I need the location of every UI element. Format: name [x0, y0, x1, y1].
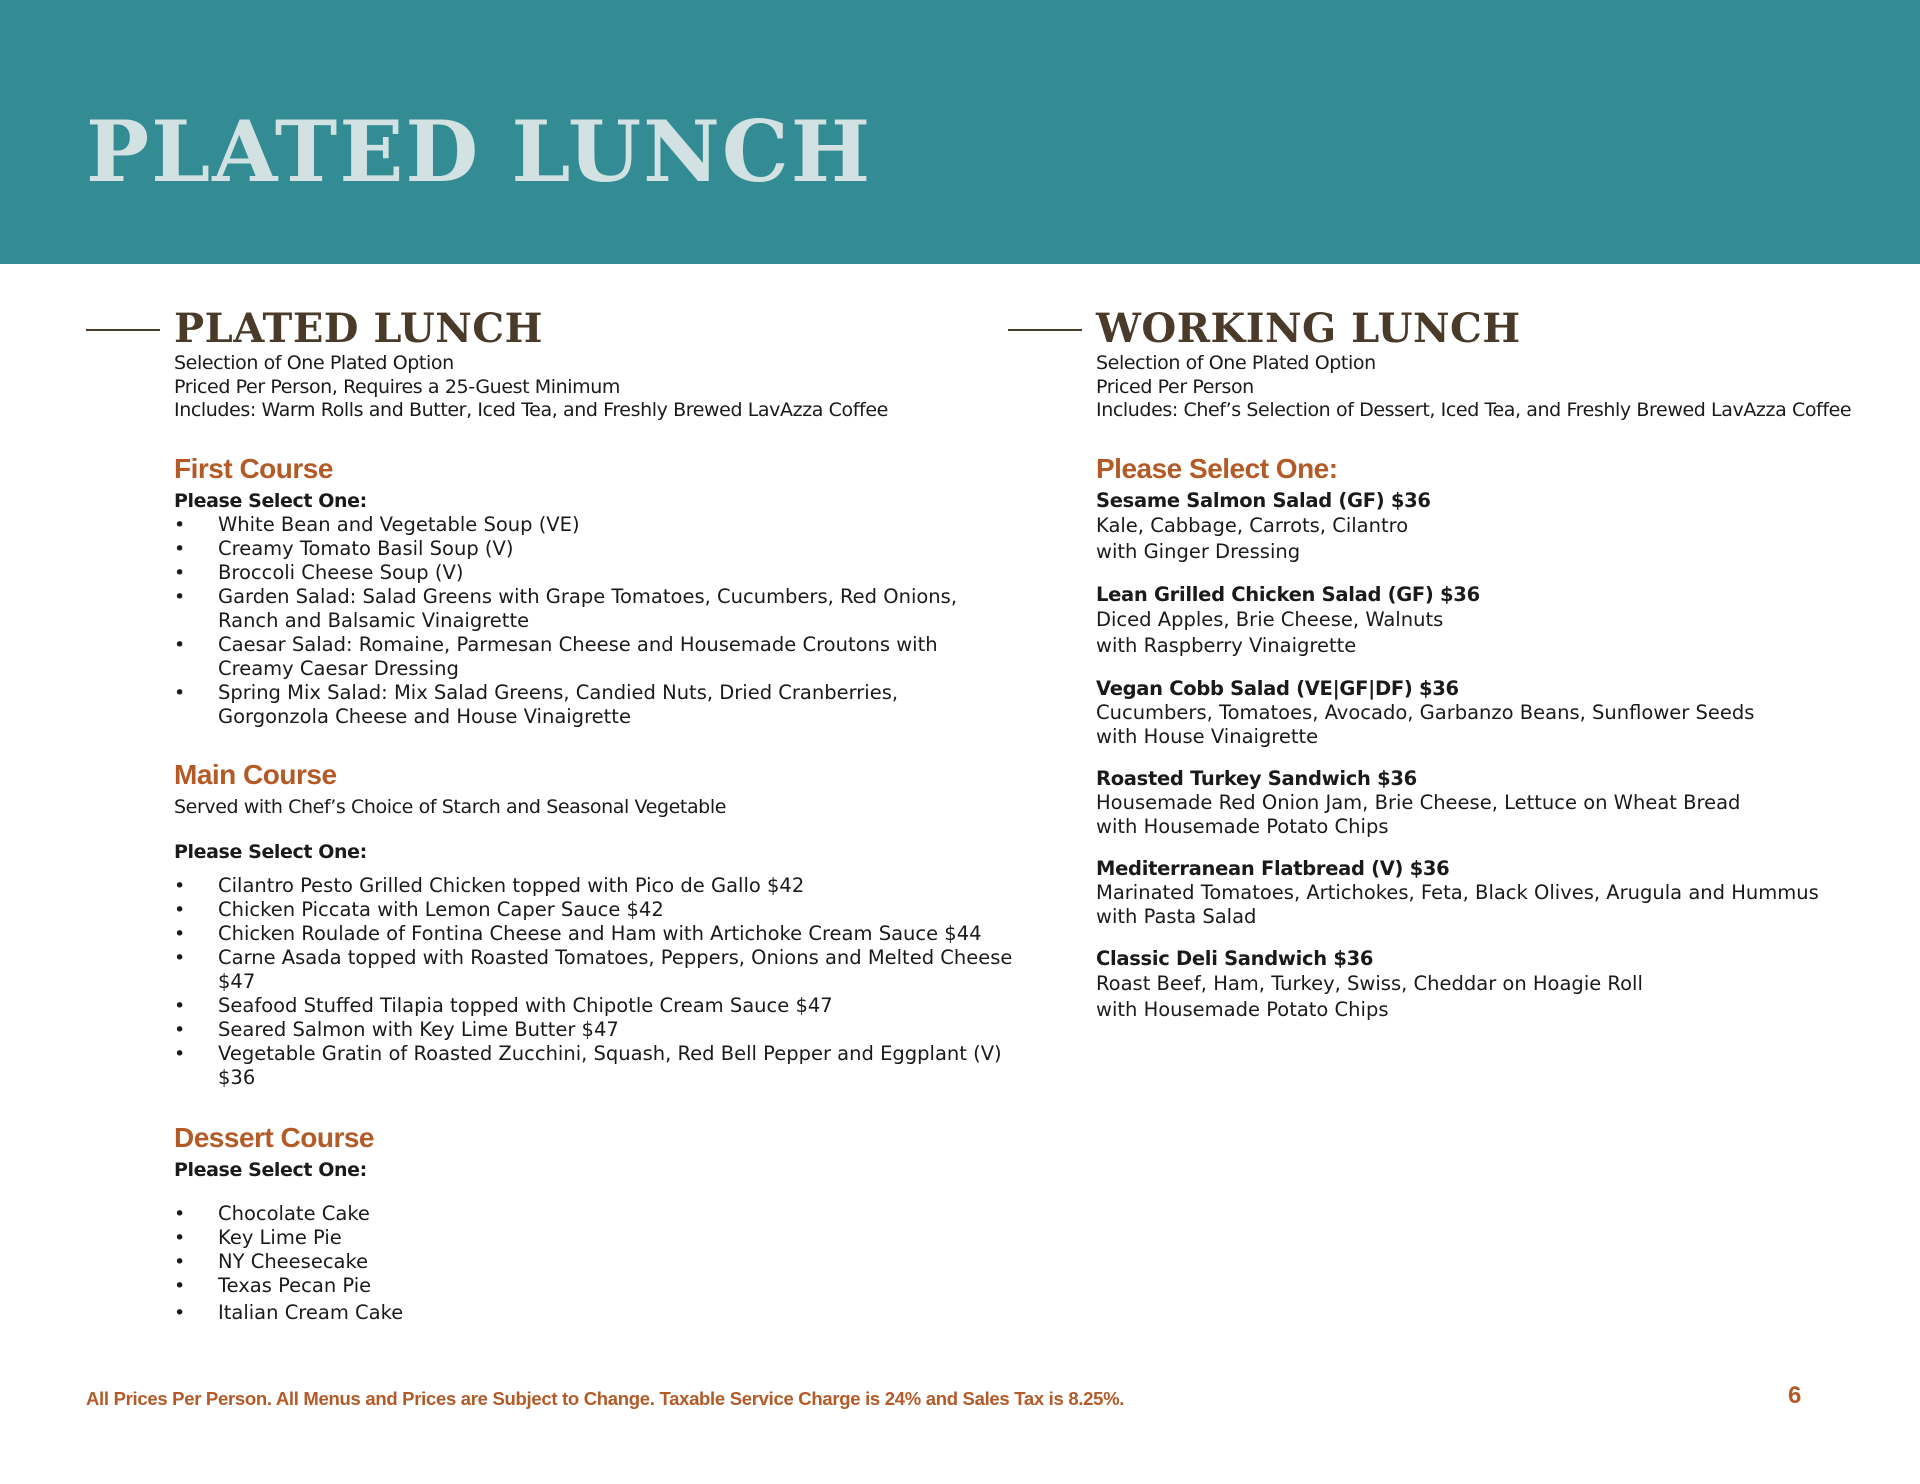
menu-item-name: Lean Grilled Chicken Salad (GF) $36 — [1096, 582, 1480, 606]
list-item: • Seared Salmon with Key Lime Butter $47 — [174, 1018, 1026, 1042]
page-title: PLATED LUNCH — [86, 102, 873, 201]
main-course-title: Main Course — [174, 758, 337, 790]
menu-item-desc: with Housemade Potato Chips — [1096, 997, 1389, 1021]
section-rule — [86, 329, 160, 331]
menu-item-name: Roasted Turkey Sandwich $36 — [1096, 766, 1417, 790]
list-item: • Chicken Roulade of Fontina Cheese and Ham with Artichoke Cream Sauce $44 — [174, 922, 1026, 946]
working-lunch-info — [1096, 352, 1908, 423]
menu-item-name: Mediterranean Flatbread (V) $36 — [1096, 856, 1450, 880]
list-item: • Chocolate Cake — [174, 1202, 1026, 1226]
menu-item-desc: with Ginger Dressing — [1096, 539, 1301, 563]
list-item: • Chicken Piccata with Lemon Caper Sauce $42 — [174, 898, 1026, 922]
list-item: • Broccoli Cheese Soup (V) — [174, 561, 1026, 585]
menu-item-desc: Cucumbers, Tomatoes, Avocado, Garbanzo Beans, Sunflower Seeds — [1096, 700, 1755, 724]
working-lunch-section — [1008, 306, 1908, 1041]
list-item: • Italian Cream Cake — [174, 1301, 1026, 1325]
menu-item-desc: with House Vinaigrette — [1096, 724, 1319, 748]
section-rule — [1008, 329, 1082, 331]
menu-item-desc: Marinated Tomatoes, Artichokes, Feta, Black Olives, Arugula and Hummus — [1096, 880, 1819, 904]
list-item: • Garden Salad: Salad Greens with Grape Tomatoes, Cucumbers, Red Onions, Ranch and Balsamic Vinaigrette — [174, 585, 1026, 633]
menu-item-desc: Diced Apples, Brie Cheese, Walnuts — [1096, 607, 1444, 631]
info-line: Selection of One Plated Option — [174, 352, 454, 374]
list-item: • Key Lime Pie — [174, 1226, 1026, 1250]
main-course-select-label: Please Select One: — [174, 840, 367, 863]
menu-item — [1096, 489, 1908, 565]
footer-disclaimer: All Prices Per Person. All Menus and Prices are Subject to Change. Taxable Service Charge is 24% and Sales Tax is 8.25%. — [86, 1388, 1125, 1409]
first-course-select-label: Please Select One: — [174, 489, 367, 512]
working-lunch-title: WORKING LUNCH — [1096, 305, 1521, 352]
first-course-list — [174, 513, 1026, 729]
list-item: • Seafood Stuffed Tilapia topped with Chipotle Cream Sauce $47 — [174, 994, 1026, 1018]
menu-item — [1096, 767, 1908, 839]
info-line: Priced Per Person, Requires a 25-Guest Minimum — [174, 375, 621, 398]
menu-item-desc: with Pasta Salad — [1096, 904, 1257, 928]
menu-item — [1096, 583, 1908, 659]
plated-lunch-info — [174, 352, 1026, 423]
info-line: Selection of One Plated Option — [1096, 352, 1376, 374]
menu-item-desc: Housemade Red Onion Jam, Brie Cheese, Lettuce on Wheat Bread — [1096, 790, 1741, 814]
menu-item-desc: with Raspberry Vinaigrette — [1096, 633, 1357, 657]
main-course-list — [174, 874, 1026, 1090]
menu-item-desc: with Housemade Potato Chips — [1096, 814, 1389, 838]
list-item: • Spring Mix Salad: Mix Salad Greens, Candied Nuts, Dried Cranberries, Gorgonzola Cheese and House Vinaigrette — [174, 681, 1026, 729]
menu-item-desc: Roast Beef, Ham, Turkey, Swiss, Cheddar on Hoagie Roll — [1096, 971, 1643, 995]
menu-item-name: Vegan Cobb Salad (VE|GF|DF) $36 — [1096, 676, 1459, 700]
page-number: 6 — [1788, 1382, 1802, 1409]
menu-item-name: Sesame Salmon Salad (GF) $36 — [1096, 488, 1431, 512]
list-item: • Caesar Salad: Romaine, Parmesan Cheese and Housemade Croutons with Creamy Caesar Dressing — [174, 633, 1026, 681]
menu-item — [1096, 857, 1908, 929]
dessert-course-list — [174, 1202, 1026, 1325]
list-item: • White Bean and Vegetable Soup (VE) — [174, 513, 1026, 537]
menu-item-desc: Kale, Cabbage, Carrots, Cilantro — [1096, 513, 1409, 537]
info-line: Includes: Chef’s Selection of Dessert, Iced Tea, and Freshly Brewed LavAzza Coffee — [1096, 399, 1852, 421]
dessert-course-title: Dessert Course — [174, 1121, 374, 1153]
plated-lunch-section — [86, 306, 1026, 1325]
first-course-title: First Course — [174, 452, 333, 484]
working-lunch-select-title: Please Select One: — [1096, 452, 1338, 484]
list-item: • Carne Asada topped with Roasted Tomatoes, Peppers, Onions and Melted Cheese $47 — [174, 946, 1026, 994]
list-item: • Vegetable Gratin of Roasted Zucchini, Squash, Red Bell Pepper and Eggplant (V) $36 — [174, 1042, 1026, 1090]
header-banner — [0, 0, 1920, 264]
info-line: Priced Per Person — [1096, 375, 1254, 398]
dessert-course-select-label: Please Select One: — [174, 1158, 367, 1181]
menu-item-name: Classic Deli Sandwich $36 — [1096, 946, 1374, 970]
main-course-subtitle: Served with Chef’s Choice of Starch and Seasonal Vegetable — [174, 795, 727, 818]
list-item: • Texas Pecan Pie — [174, 1274, 1026, 1298]
menu-item — [1096, 947, 1908, 1023]
list-item: • Creamy Tomato Basil Soup (V) — [174, 537, 1026, 561]
plated-lunch-title: PLATED LUNCH — [174, 305, 543, 352]
list-item: • NY Cheesecake — [174, 1250, 1026, 1274]
list-item: • Cilantro Pesto Grilled Chicken topped with Pico de Gallo $42 — [174, 874, 1026, 898]
info-line: Includes: Warm Rolls and Butter, Iced Tea, and Freshly Brewed LavAzza Coffee — [174, 399, 888, 421]
menu-item — [1096, 677, 1908, 749]
